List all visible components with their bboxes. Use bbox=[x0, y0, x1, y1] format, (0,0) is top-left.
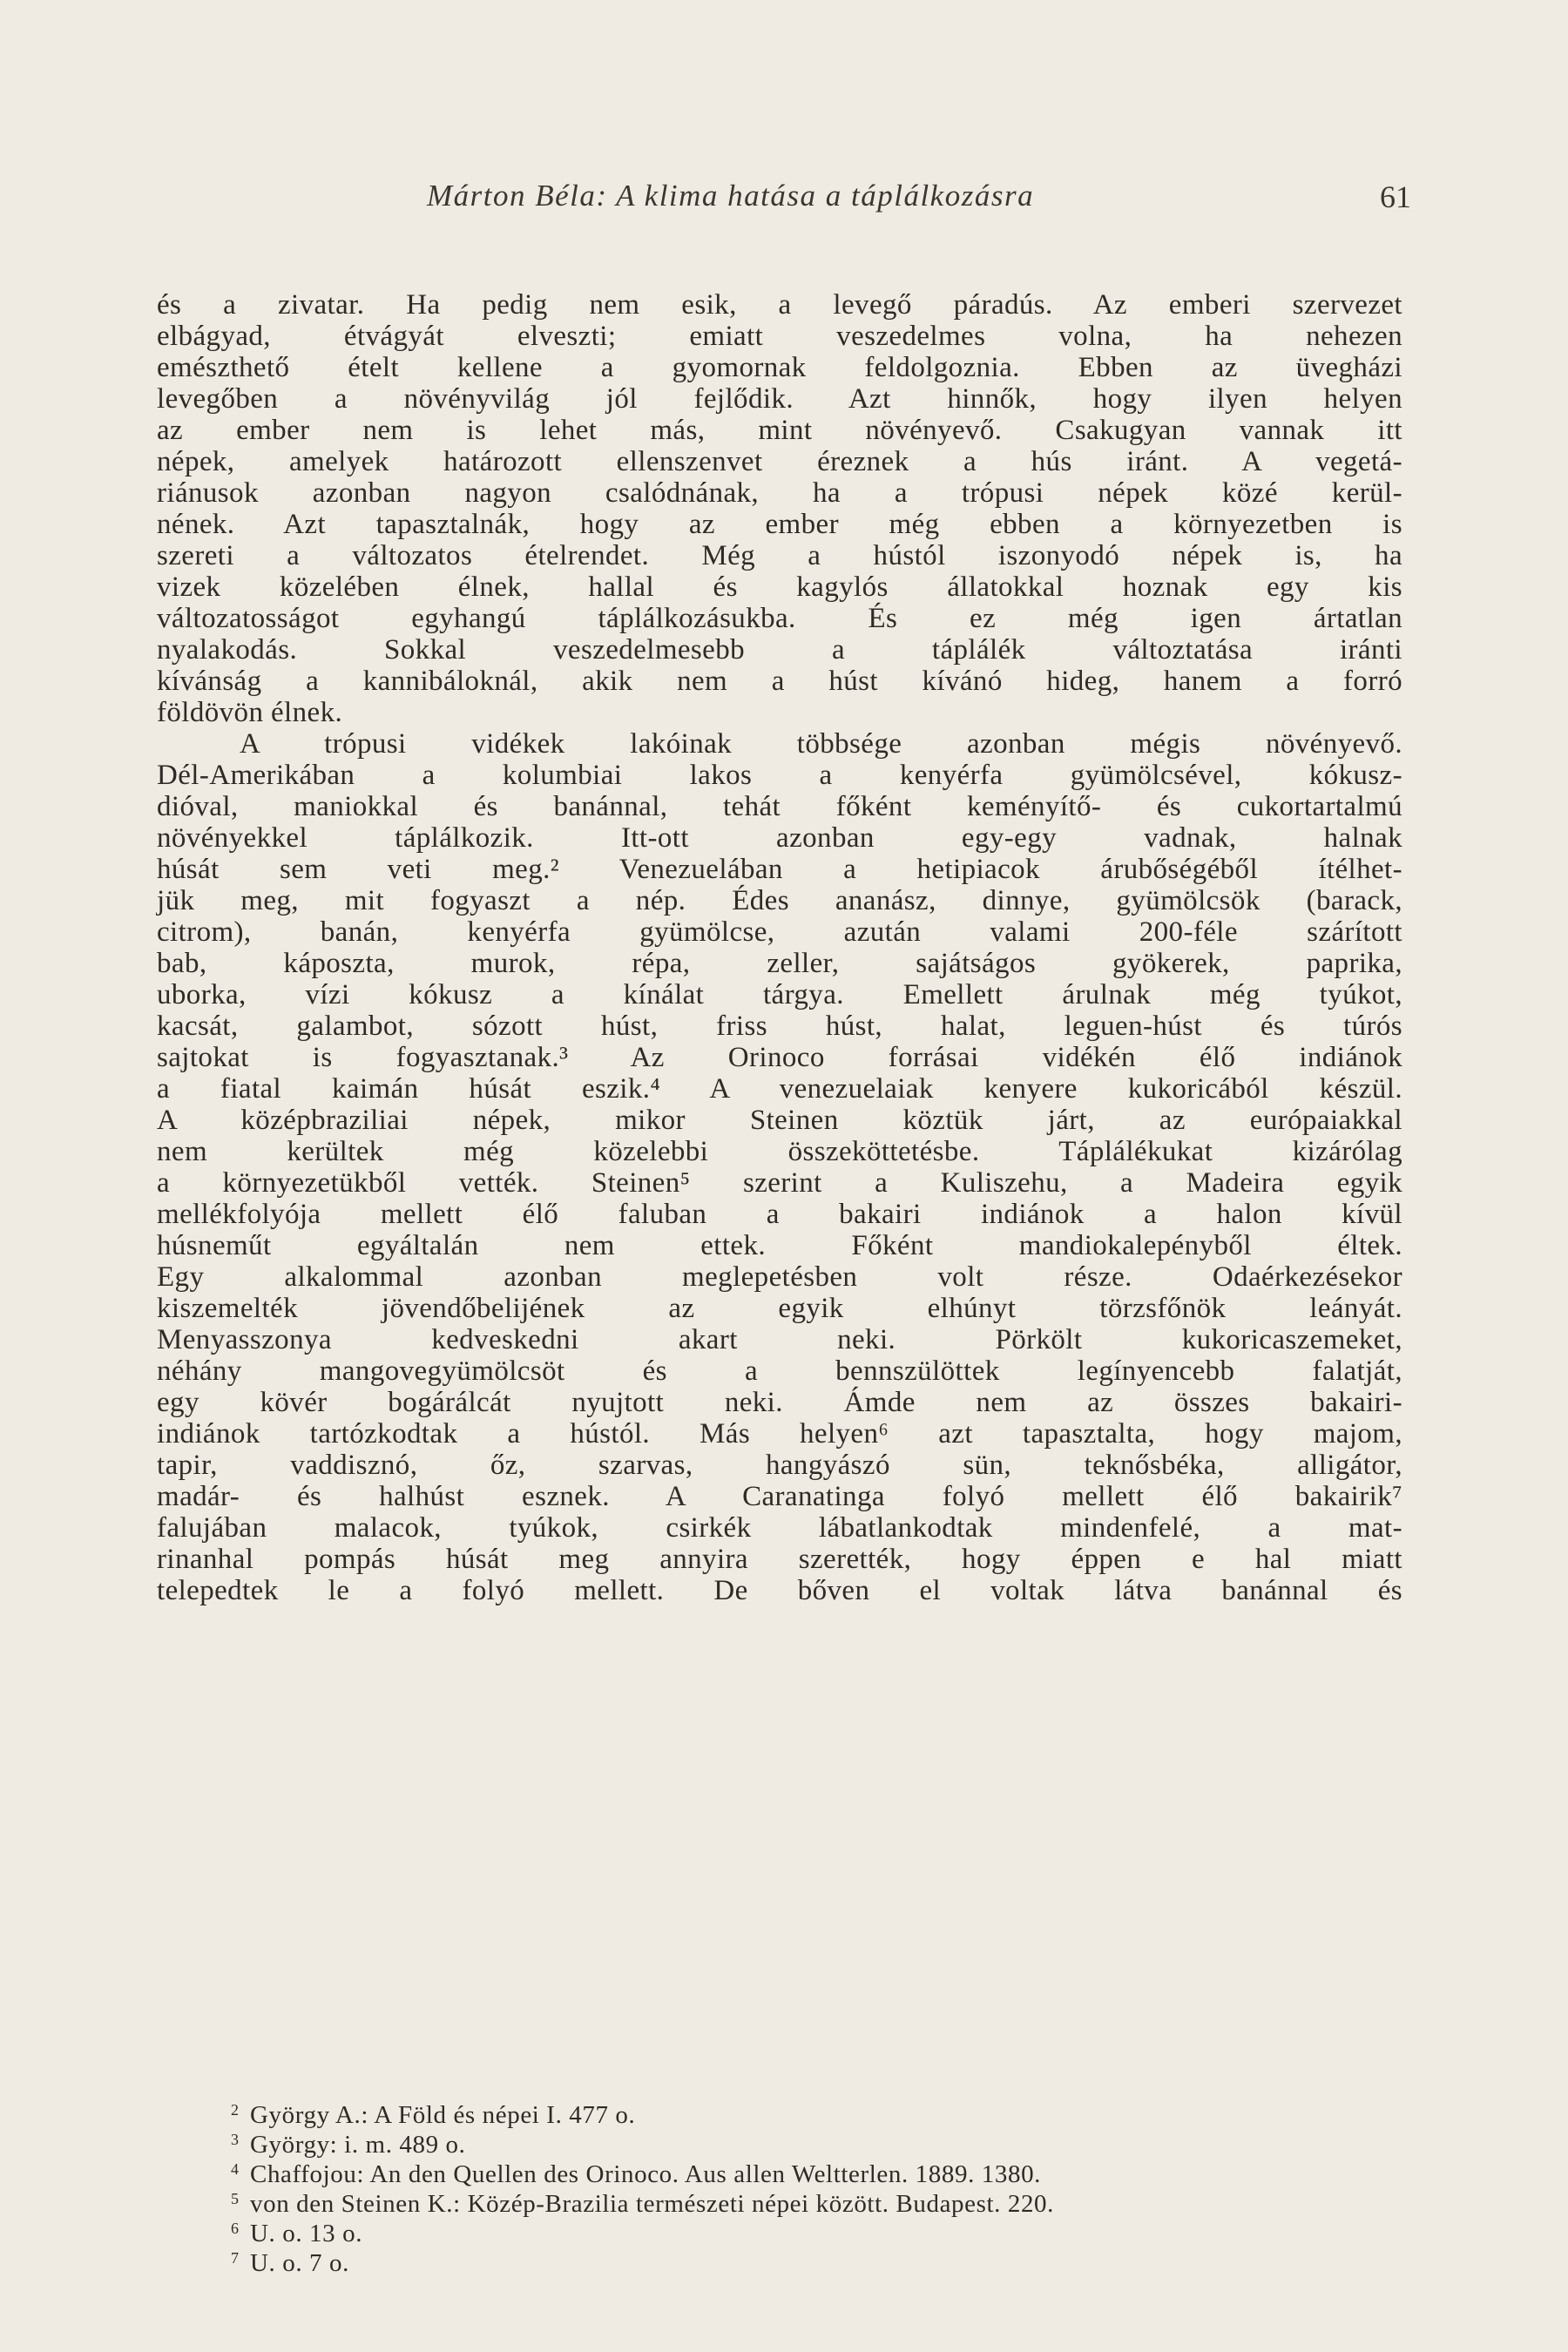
text-line: citrom), banán, kenyérfa gyümölcse, azután valami 200-féle szárított bbox=[157, 916, 1402, 948]
text-line: bab, káposzta, murok, répa, zeller, sajátságos gyökerek, paprika, bbox=[157, 948, 1402, 979]
footnote-mark: 2 bbox=[231, 2101, 240, 2119]
text-line: rinanhal pompás húsát meg annyira szerették, hogy éppen e hal miatt bbox=[157, 1544, 1402, 1575]
text-line: vizek közelében élnek, hallal és kagylós állatokkal hoznak egy kis bbox=[157, 571, 1402, 603]
footnote-text: György A.: A Föld és népei I. 477 o. bbox=[250, 2101, 636, 2129]
paragraph-end-line: földövön élnek. bbox=[157, 697, 343, 728]
text-line: egy kövér bogárálcát nyujtott neki. Ámde nem az összes bakairi- bbox=[157, 1387, 1402, 1418]
page-number: 61 bbox=[1380, 179, 1411, 214]
text-line: nének. Azt tapasztalnák, hogy az ember még ebben a környezetben is bbox=[157, 509, 1402, 540]
text-line: a környezetükből vették. Steinen⁵ szerint a Kuliszehu, a Madeira egyik bbox=[157, 1167, 1402, 1199]
paragraph-first-line: A trópusi vidékek lakóinak többsége azonban mégis növényevő. bbox=[240, 728, 1402, 760]
text-line: Dél-Amerikában a kolumbiai lakos a kenyérfa gyümölcsével, kókusz- bbox=[157, 760, 1402, 791]
text-line: dióval, maniokkal és banánnal, tehát főként keményítő- és cukortartalmú bbox=[157, 791, 1402, 822]
footnote-mark: 4 bbox=[231, 2160, 240, 2178]
text-line: szereti a változatos ételrendet. Még a hústól iszonyodó népek is, ha bbox=[157, 540, 1402, 571]
text-line: levegőben a növényvilág jól fejlődik. Azt hinnők, hogy ilyen helyen bbox=[157, 383, 1402, 415]
text-line: nyalakodás. Sokkal veszedelmesebb a táplálék változtatása iránti bbox=[157, 634, 1402, 666]
text-line: nem kerültek még közelebbi összeköttetésbe. Táplálékukat kizárólag bbox=[157, 1136, 1402, 1167]
footnote bbox=[231, 2184, 1407, 2218]
text-line: emészthető ételt kellene a gyomornak feldolgoznia. Ebben az üvegházi bbox=[157, 352, 1402, 383]
footnote bbox=[231, 2213, 1407, 2247]
text-line: Egy alkalommal azonban meglepetésben volt része. Odaérkezésekor bbox=[157, 1261, 1402, 1293]
text-line: néhány mangovegyümölcsöt és a bennszülöttek legínyencebb falatját, bbox=[157, 1355, 1402, 1387]
text-line: az ember nem is lehet más, mint növényevő. Csakugyan vannak itt bbox=[157, 415, 1402, 446]
text-line: kacsát, galambot, sózott húst, friss húst, halat, leguen-húst és túrós bbox=[157, 1010, 1402, 1042]
text-line: falujában malacok, tyúkok, csirkék lábatlankodtak mindenfelé, a mat- bbox=[157, 1512, 1402, 1544]
text-line: és a zivatar. Ha pedig nem esik, a levegő páradús. Az emberi szervezet bbox=[157, 289, 1402, 321]
text-line: A középbraziliai népek, mikor Steinen köztük járt, az európaiakkal bbox=[157, 1105, 1402, 1136]
text-line: telepedtek le a folyó mellett. De bőven el voltak látva banánnal és bbox=[157, 1575, 1402, 1606]
footnotes bbox=[231, 2095, 1407, 2277]
body-text bbox=[157, 289, 1402, 1606]
footnote-mark: 5 bbox=[231, 2190, 240, 2207]
text-line: sajtokat is fogyasztanak.³ Az Orinoco forrásai vidékén élő indiánok bbox=[157, 1042, 1402, 1073]
footnote-mark: 3 bbox=[231, 2131, 240, 2148]
footnote-text: U. o. 7 o. bbox=[250, 2249, 349, 2277]
footnote bbox=[231, 2154, 1407, 2188]
text-line: madár- és halhúst esznek. A Caranatinga folyó mellett élő bakairik⁷ bbox=[157, 1481, 1402, 1512]
text-line: kiszemelték jövendőbelijének az egyik elhúnyt törzsfőnök leányát. bbox=[157, 1293, 1402, 1324]
text-line: húsát sem veti meg.² Venezuelában a hetipiacok árubőségéből ítélhet- bbox=[157, 854, 1402, 885]
footnote-text: von den Steinen K.: Közép-Brazilia természeti népei között. Budapest. 220. bbox=[250, 2190, 1055, 2218]
footnote-text: György: i. m. 489 o. bbox=[250, 2131, 466, 2159]
page-header bbox=[157, 179, 1411, 231]
text-line: változatosságot egyhangú táplálkozásukba. És ez még igen ártatlan bbox=[157, 603, 1402, 634]
text-line: mellékfolyója mellett élő faluban a bakairi indiánok a halon kívül bbox=[157, 1199, 1402, 1230]
text-line: elbágyad, étvágyát elveszti; emiatt veszedelmes volna, ha nehezen bbox=[157, 321, 1402, 352]
text-line: tapir, vaddisznó, őz, szarvas, hangyászó sün, teknősbéka, alligátor, bbox=[157, 1450, 1402, 1481]
text-line: kívánság a kannibáloknál, akik nem a húst kívánó hideg, hanem a forró bbox=[157, 666, 1402, 697]
footnote-text: Chaffojou: An den Quellen des Orinoco. Aus allen Weltterlen. 1889. 1380. bbox=[250, 2160, 1042, 2188]
footnote bbox=[231, 2125, 1407, 2159]
footnote bbox=[231, 2095, 1407, 2129]
footnote-text: U. o. 13 o. bbox=[250, 2220, 363, 2247]
text-line: népek, amelyek határozott ellenszenvet éreznek a hús iránt. A vegetá- bbox=[157, 446, 1402, 477]
text-line: uborka, vízi kókusz a kínálat tárgya. Emellett árulnak még tyúkot, bbox=[157, 979, 1402, 1010]
running-title: Márton Béla: A klima hatása a táplálkozásra bbox=[427, 179, 1035, 213]
text-line: Menyasszonya kedveskedni akart neki. Pörkölt kukoricaszemeket, bbox=[157, 1324, 1402, 1355]
text-line: a fiatal kaimán húsát eszik.⁴ A venezuelaiak kenyere kukoricából készül. bbox=[157, 1073, 1402, 1105]
text-line: indiánok tartózkodtak a hústól. Más helyen⁶ azt tapasztalta, hogy majom, bbox=[157, 1418, 1402, 1450]
text-line: húsneműt egyáltalán nem ettek. Főként mandiokalepényből éltek. bbox=[157, 1230, 1402, 1261]
footnote bbox=[231, 2243, 1407, 2277]
text-line: növényekkel táplálkozik. Itt-ott azonban egy-egy vadnak, halnak bbox=[157, 822, 1402, 854]
text-line: jük meg, mit fogyaszt a nép. Édes ananász, dinnye, gyümölcsök (barack, bbox=[157, 885, 1402, 916]
footnote-mark: 7 bbox=[231, 2249, 240, 2267]
text-line: riánusok azonban nagyon csalódnának, ha a trópusi népek közé kerül- bbox=[157, 477, 1402, 509]
footnote-mark: 6 bbox=[231, 2220, 240, 2237]
